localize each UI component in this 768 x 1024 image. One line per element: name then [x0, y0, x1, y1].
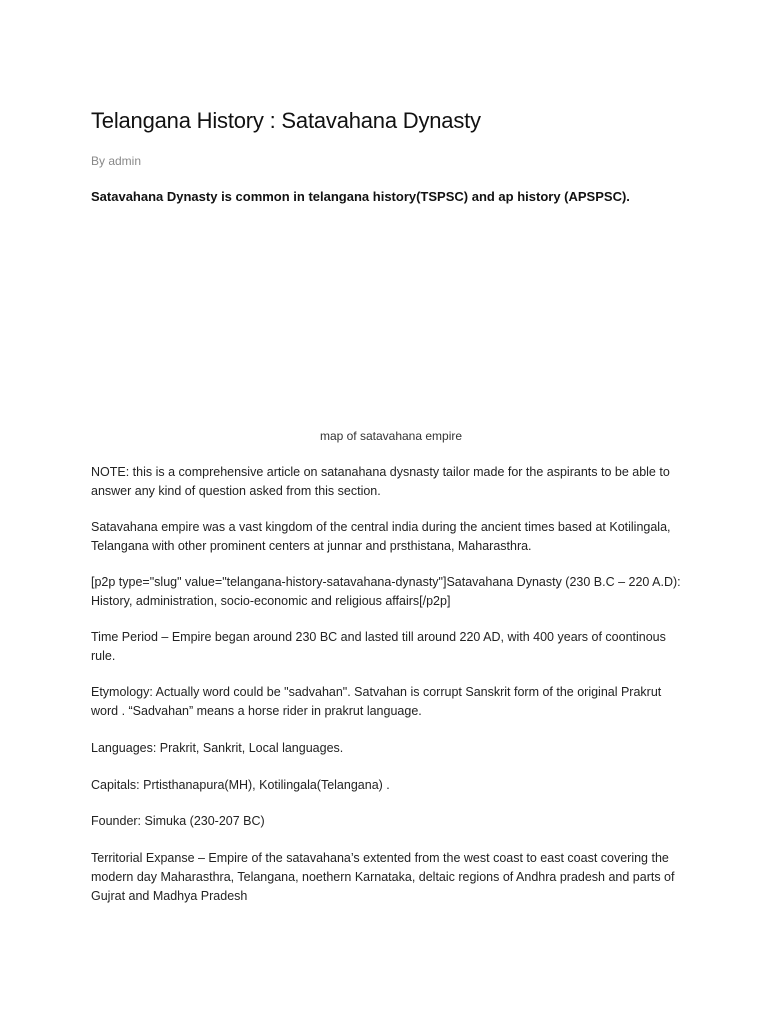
founder-paragraph: Founder: Simuka (230-207 BC): [91, 814, 265, 828]
article-lead: Satavahana Dynasty is common in telangana history(TSPSC) and ap history (APSPSC).: [91, 189, 630, 204]
empire-paragraph: Satavahana empire was a vast kingdom of the central india during the ancient times based at Kotilingala, Telangana with other prominent centers at junnar and prsthistana, Maharasthra.: [91, 520, 671, 553]
time-period-paragraph: Time Period – Empire began around 230 BC and lasted till around 220 AD, with 400 years of coontinous rule.: [91, 630, 666, 663]
capitals-paragraph: Capitals: Prtisthanapura(MH), Kotilingala(Telangana) .: [91, 778, 390, 792]
etymology-paragraph: Etymology: Actually word could be "sadvahan". Satvahan is corrupt Sanskrit form of the original Prakrut word . “Sadvahan” means a horse rider in prakrut language.: [91, 685, 662, 718]
note-paragraph: NOTE: this is a comprehensive article on satanahana dysnasty tailor made for the aspirants to be able to answer any kind of question asked from this section.: [91, 465, 670, 498]
languages-paragraph: Languages: Prakrit, Sankrit, Local languages.: [91, 741, 344, 755]
map-caption: map of satavahana empire: [319, 429, 463, 443]
shortcode-paragraph: [p2p type="slug" value="telangana-history-satavahana-dynasty"]Satavahana Dynasty (230 B.C – 220 A.D): History, administration, socio-economic and religious affairs[/p2p]: [91, 575, 681, 608]
article-title: Telangana History : Satavahana Dynasty: [91, 108, 481, 133]
territorial-expanse-paragraph: Territorial Expanse – Empire of the satavahana’s extented from the west coast to east coast covering the modern day Maharasthra, Telangana, noethern Karnataka, deltaic regions of Andhra pradesh and parts of Gujrat and Madhya Pradesh: [91, 851, 675, 903]
author-byline: By admin: [91, 154, 142, 168]
